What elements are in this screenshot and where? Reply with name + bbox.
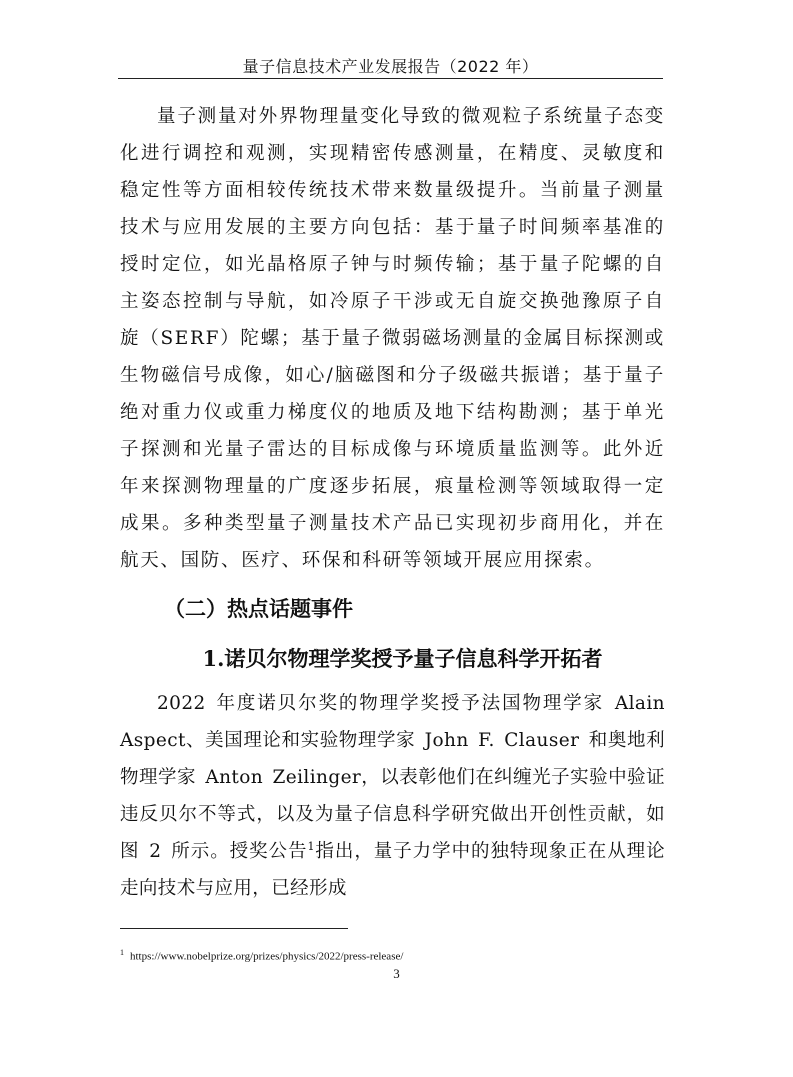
section-heading: （二）热点话题事件: [164, 596, 353, 621]
page-number: 3: [393, 966, 400, 981]
main-content: [120, 98, 665, 907]
running-header: 量子信息技术产业发展报告（2022 年）: [242, 57, 539, 76]
footnote-divider: [120, 928, 348, 929]
subsection-heading: 1.诺贝尔物理学奖授予量子信息科学开拓者: [202, 646, 603, 671]
footnote-mark: 1: [120, 948, 124, 957]
paragraph-quantum-measurement: 量子测量对外界物理量变化导致的微观粒子系统量子态变化进行调控和观测，实现精密传感测量，在精度、灵敏度和稳定性等方面相较传统技术带来数量级提升。当前量子测量技术与应用发展的主要方向包括：基于量子时间频率基准的授时定位，如光晶格原子钟与时频传输；基于量子陀螺的自主姿态控制与导航，如冷原子干涉或无自旋交换弛豫原子自旋（SERF）陀螺；基于量子微弱磁场测量的金属目标探测或生物磁信号成像，如心/脑磁图和分子级磁共振谱；基于量子绝对重力仪或重力梯度仪的地质及地下结构勘测；基于单光子探测和光量子雷达的目标成像与环境质量监测等。此外近年来探测物理量的广度逐步拓展，痕量检测等领域取得一定成果。多种类型量子测量技术产品已实现初步商用化，并在航天、国防、医疗、环保和科研等领域开展应用探索。: [120, 106, 665, 571]
footnote: [120, 948, 403, 963]
paragraph-nobel-prize: [120, 685, 665, 907]
paragraph-nobel-text-2: 指出，量子力学中的独特现象正在从理论走向技术与应用，已经形成: [120, 841, 665, 899]
footnote-link[interactable]: https://www.nobelprize.org/prizes/physics/2022/press-release/: [130, 950, 404, 963]
header-divider: [118, 78, 663, 79]
footnote-reference[interactable]: 1: [307, 839, 315, 853]
paragraph-nobel-text-1: 2022 年度诺贝尔奖的物理学奖授予法国物理学家 Alain Aspect、美国理论和实验物理学家 John F. Clauser 和奥地利物理学家 Anton Zeilinger，以表彰他们在纠缠光子实验中验证违反贝尔不等式，以及为量子信息科学研究做出开创性贡献，如图 2 所示。授奖公告: [120, 693, 665, 862]
